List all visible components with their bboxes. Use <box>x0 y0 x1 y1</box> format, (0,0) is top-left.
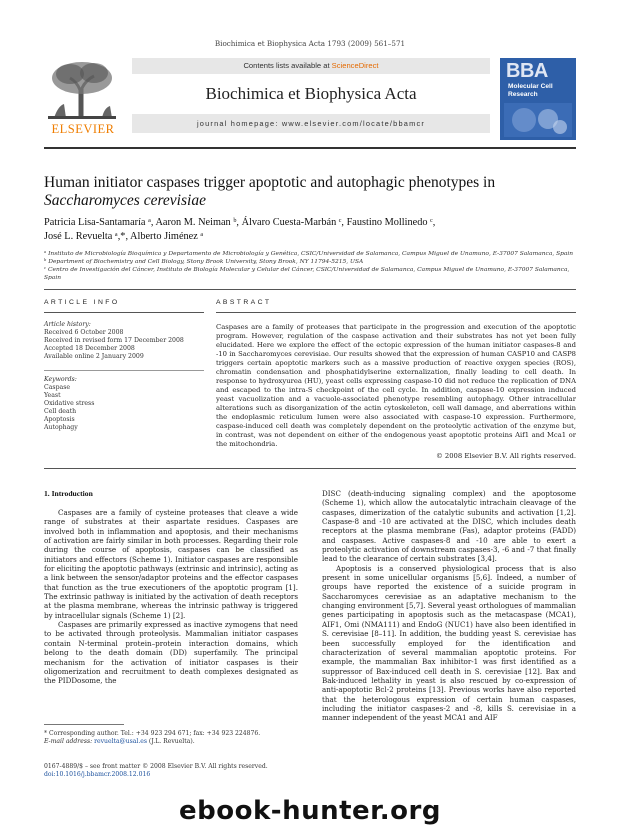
keywords <box>44 376 204 432</box>
corresponding-author: * Corresponding author. Tel.: +34 923 294 671; fax: +34 923 224876. <box>44 730 261 737</box>
elsevier-logo <box>44 60 120 138</box>
email-link[interactable]: revuelta@usal.es <box>94 738 147 745</box>
running-head: Biochimica et Biophysica Acta 1793 (2009) 561–571 <box>214 39 406 48</box>
article-info-rule <box>44 312 204 313</box>
keyword: Cell death <box>44 408 77 415</box>
keyword: Autophagy <box>44 424 78 431</box>
history-item: Received 6 October 2008 <box>44 329 124 336</box>
abstract-text: Caspases are a family of proteases that participate in the progression and execution of the apoptotic program. However, regulation of the caspase activation and their substrates has not yet been fully elucidated. Here we explore the effect of the ectopic expression of the human initiator caspases-8 and -10 in Saccharomyces cerevisiae. Our results showed that the expression of human CASP10 and CASP8 triggers certain apoptotic markers such as a massive production of reactive oxygen species (ROS), chromatin condensation and phosphatidylserine externalization, finally leading to cell death. In response to hydroxyurea (HU), yeast cells expressing caspase-10 did not reduce the replication of DNA and escaped to the intra-S checkpoint of the cell cycle. In addition, caspase-10 expression induced yeast vacuolization and a vacuole-associated phenotype resembling autophagy. Other intracellular alterations such as disorganization of the actin cytoskeleton, cell wall damage, and aberrations within the endoplasmic reticulum lumen were also associated with caspase-10 expression. Furthermore, caspase-induced cell death was completely dependent on the proteolytic activation of the enzyme but, in contrast, was not dependent on either of the endogenous yeast apoptotic proteins Aif1 and Mca1 or the mitochondria. <box>216 323 576 448</box>
cover-logo: BBA <box>506 60 548 82</box>
email-line <box>44 738 294 746</box>
article-title-species: Saccharomyces cerevisiae <box>44 192 206 209</box>
doi-link[interactable]: doi:10.1016/j.bbamcr.2008.12.016 <box>44 771 151 778</box>
journal-cover <box>500 58 576 140</box>
keyword: Caspase <box>44 384 71 391</box>
abstract-heading: ABSTRACT <box>216 299 272 306</box>
journal-homepage-link[interactable]: journal homepage: www.elsevier.com/locate/bbamcr <box>196 119 426 128</box>
cover-artwork-icon <box>504 103 572 137</box>
affiliations <box>44 250 576 282</box>
section-heading-introduction: 1. Introduction <box>44 489 93 498</box>
cover-subtitle: Molecular Cell Research <box>508 83 553 98</box>
keywords-label: Keywords: <box>44 376 77 383</box>
affiliation-c: ᶜ Centro de Investigación del Cáncer, Instituto de Biología Molecular y Celular del Cáncer, CSIC/Universidad de Salamanca, Campus Miguel de Unamuno, E-37007 Salamanca, Spain <box>44 267 570 281</box>
body-column-left <box>44 508 298 686</box>
abstract-bottom-rule <box>44 468 576 469</box>
keyword: Oxidative stress <box>44 400 95 407</box>
authors-line: José L. Revuelta ᵃ,*, Alberto Jiménez ᵃ <box>44 231 204 242</box>
journal-title: Biochimica et Biophysica Acta <box>205 84 417 103</box>
affiliation-a: ᵃ Instituto de Microbiología Bioquímica y Departamento de Microbiología y Genética, CSIC/Universidad de Salamanca, Campus Miguel de Unamuno, E-37007 Salamanca, Spain <box>44 251 574 257</box>
abstract-copyright: © 2008 Elsevier B.V. All rights reserved. <box>435 452 576 460</box>
history-item: Available online 2 January 2009 <box>44 353 144 360</box>
elsevier-tree-icon <box>44 60 120 120</box>
journal-homepage <box>132 114 490 133</box>
body-paragraph: DISC (death-inducing signaling complex) and the apoptosome (Scheme 1), which allow the autocatalytic intrachain cleavage of the caspases, dimerization of the catalytic subunits and activation [1,2]. Caspase-8 and -10 are activated at the DISC, which includes death receptors at the plasma membrane (Fas), adaptor proteins (FADD) and caspases. Active caspases-8 and -10 are able to exert a proteolytic activation of downstream caspases-3, -6 and -7 that finally lead to the clearance of certain substrates [3,4]. <box>322 489 576 564</box>
keywords-rule <box>44 370 204 371</box>
email-label: E-mail address: <box>44 738 95 745</box>
article-info-heading: ARTICLE INFO <box>44 299 120 306</box>
history-label: Article history: <box>44 321 91 328</box>
publisher-logo-text: ELSEVIER <box>51 122 115 136</box>
affiliation-b: ᵇ Department of Biochemistry and Cell Biology, Stony Brook University, Stony Brook, NY 11794-5215, USA <box>44 259 364 265</box>
masthead-rule <box>44 147 576 149</box>
contents-prefix: Contents lists available at <box>243 61 332 70</box>
author-list <box>44 216 576 244</box>
footnote <box>44 730 294 746</box>
authors-line: Patricia Lisa-Santamaría ᵃ, Aaron M. Neiman ᵇ, Álvaro Cuesta-Marbán ᶜ, Faustino Mollinedo ᶜ, <box>44 217 436 228</box>
article-title <box>44 174 576 210</box>
body-column-right <box>322 489 576 723</box>
body-paragraph: Caspases are a family of cysteine proteases that cleave a wide range of substrates at their aspartate residues. Caspases are involved both in inflammation and apoptosis, and their mechanisms of activation are fairly similar in both processes. Regarding their role during the course of apoptosis, caspases can be classified as initiators and effectors (Scheme 1). Initiator caspases are responsible for eliciting the apoptotic pathways (extrinsic and intrinsic), acting as a link between the sensor/adaptor proteins and the effector caspases that function as the true executioners of the apoptotic program [1]. The extrinsic pathway is initiated by the activation of death receptors at the plasma membrane, whereas the intrinsic pathway is triggered by intracellular signals (Scheme 1) [2]. <box>44 508 298 620</box>
issn-line: 0167-4889/$ – see front matter © 2008 Elsevier B.V. All rights reserved. <box>44 763 268 770</box>
abstract-rule <box>216 312 576 313</box>
footnote-rule <box>44 724 124 725</box>
body-paragraph: Apoptosis is a conserved physiological process that is also present in some unicellular organisms [5,6]. Indeed, a number of groups have reported the existence of a suicide program in Saccharomyces cerevisiae as an adaptative mechanism to the changing environment [5,7]. Several yeast orthologues of mammalian genes participating in apoptosis such as the metacaspase (MCA1), AIF1, Omi (NMA111) and EndoG (NUC1) have also been identified in S. cerevisiae [8–11]. In addition, the budding yeast S. cerevisiae has been successfully employed for the identification and characterization of several mammalian apoptotic proteins. For example, the mammalian Bax inhibitor-1 was first identified as a suppressor of Bax-induced cell death in S. cerevisiae [12]. Bax and Bak-induced lethality in yeast is also rescued by co-expression of anti-apoptotic Bcl-2 proteins [13]. Previous works have also reported that the heterologous expression of certain human caspases, including the initiator caspases-2 and -8, kills S. cerevisiae in a manner independent of the yeast MCA1 and AIF <box>322 563 576 723</box>
journal-masthead <box>44 58 576 141</box>
keyword: Yeast <box>44 392 61 399</box>
body-paragraph: Caspases are primarily expressed as inactive zymogens that need to be activated through proteolysis. Mammalian initiator caspases contain N-terminal protein–protein interaction domains, which belong to the death domain (DD) superfamily. The principal mechanism for the activation of initiator caspases is their oligomerization and recruitment to death complexes designated as the PIDDosome, the <box>44 620 298 686</box>
keyword: Apoptosis <box>44 416 75 423</box>
contents-band <box>132 58 490 74</box>
article-history <box>44 321 204 361</box>
article-title-line: Human initiator caspases trigger apoptotic and autophagic phenotypes in <box>44 174 496 191</box>
issn-block <box>44 763 304 779</box>
history-item: Received in revised form 17 December 2008 <box>44 337 184 344</box>
email-suffix: (J.L. Revuelta). <box>147 738 195 745</box>
history-item: Accepted 18 December 2008 <box>44 345 135 352</box>
header-rule <box>44 289 576 290</box>
watermark: ebook-hunter.org <box>179 796 441 826</box>
sciencedirect-link[interactable]: ScienceDirect <box>331 61 379 70</box>
